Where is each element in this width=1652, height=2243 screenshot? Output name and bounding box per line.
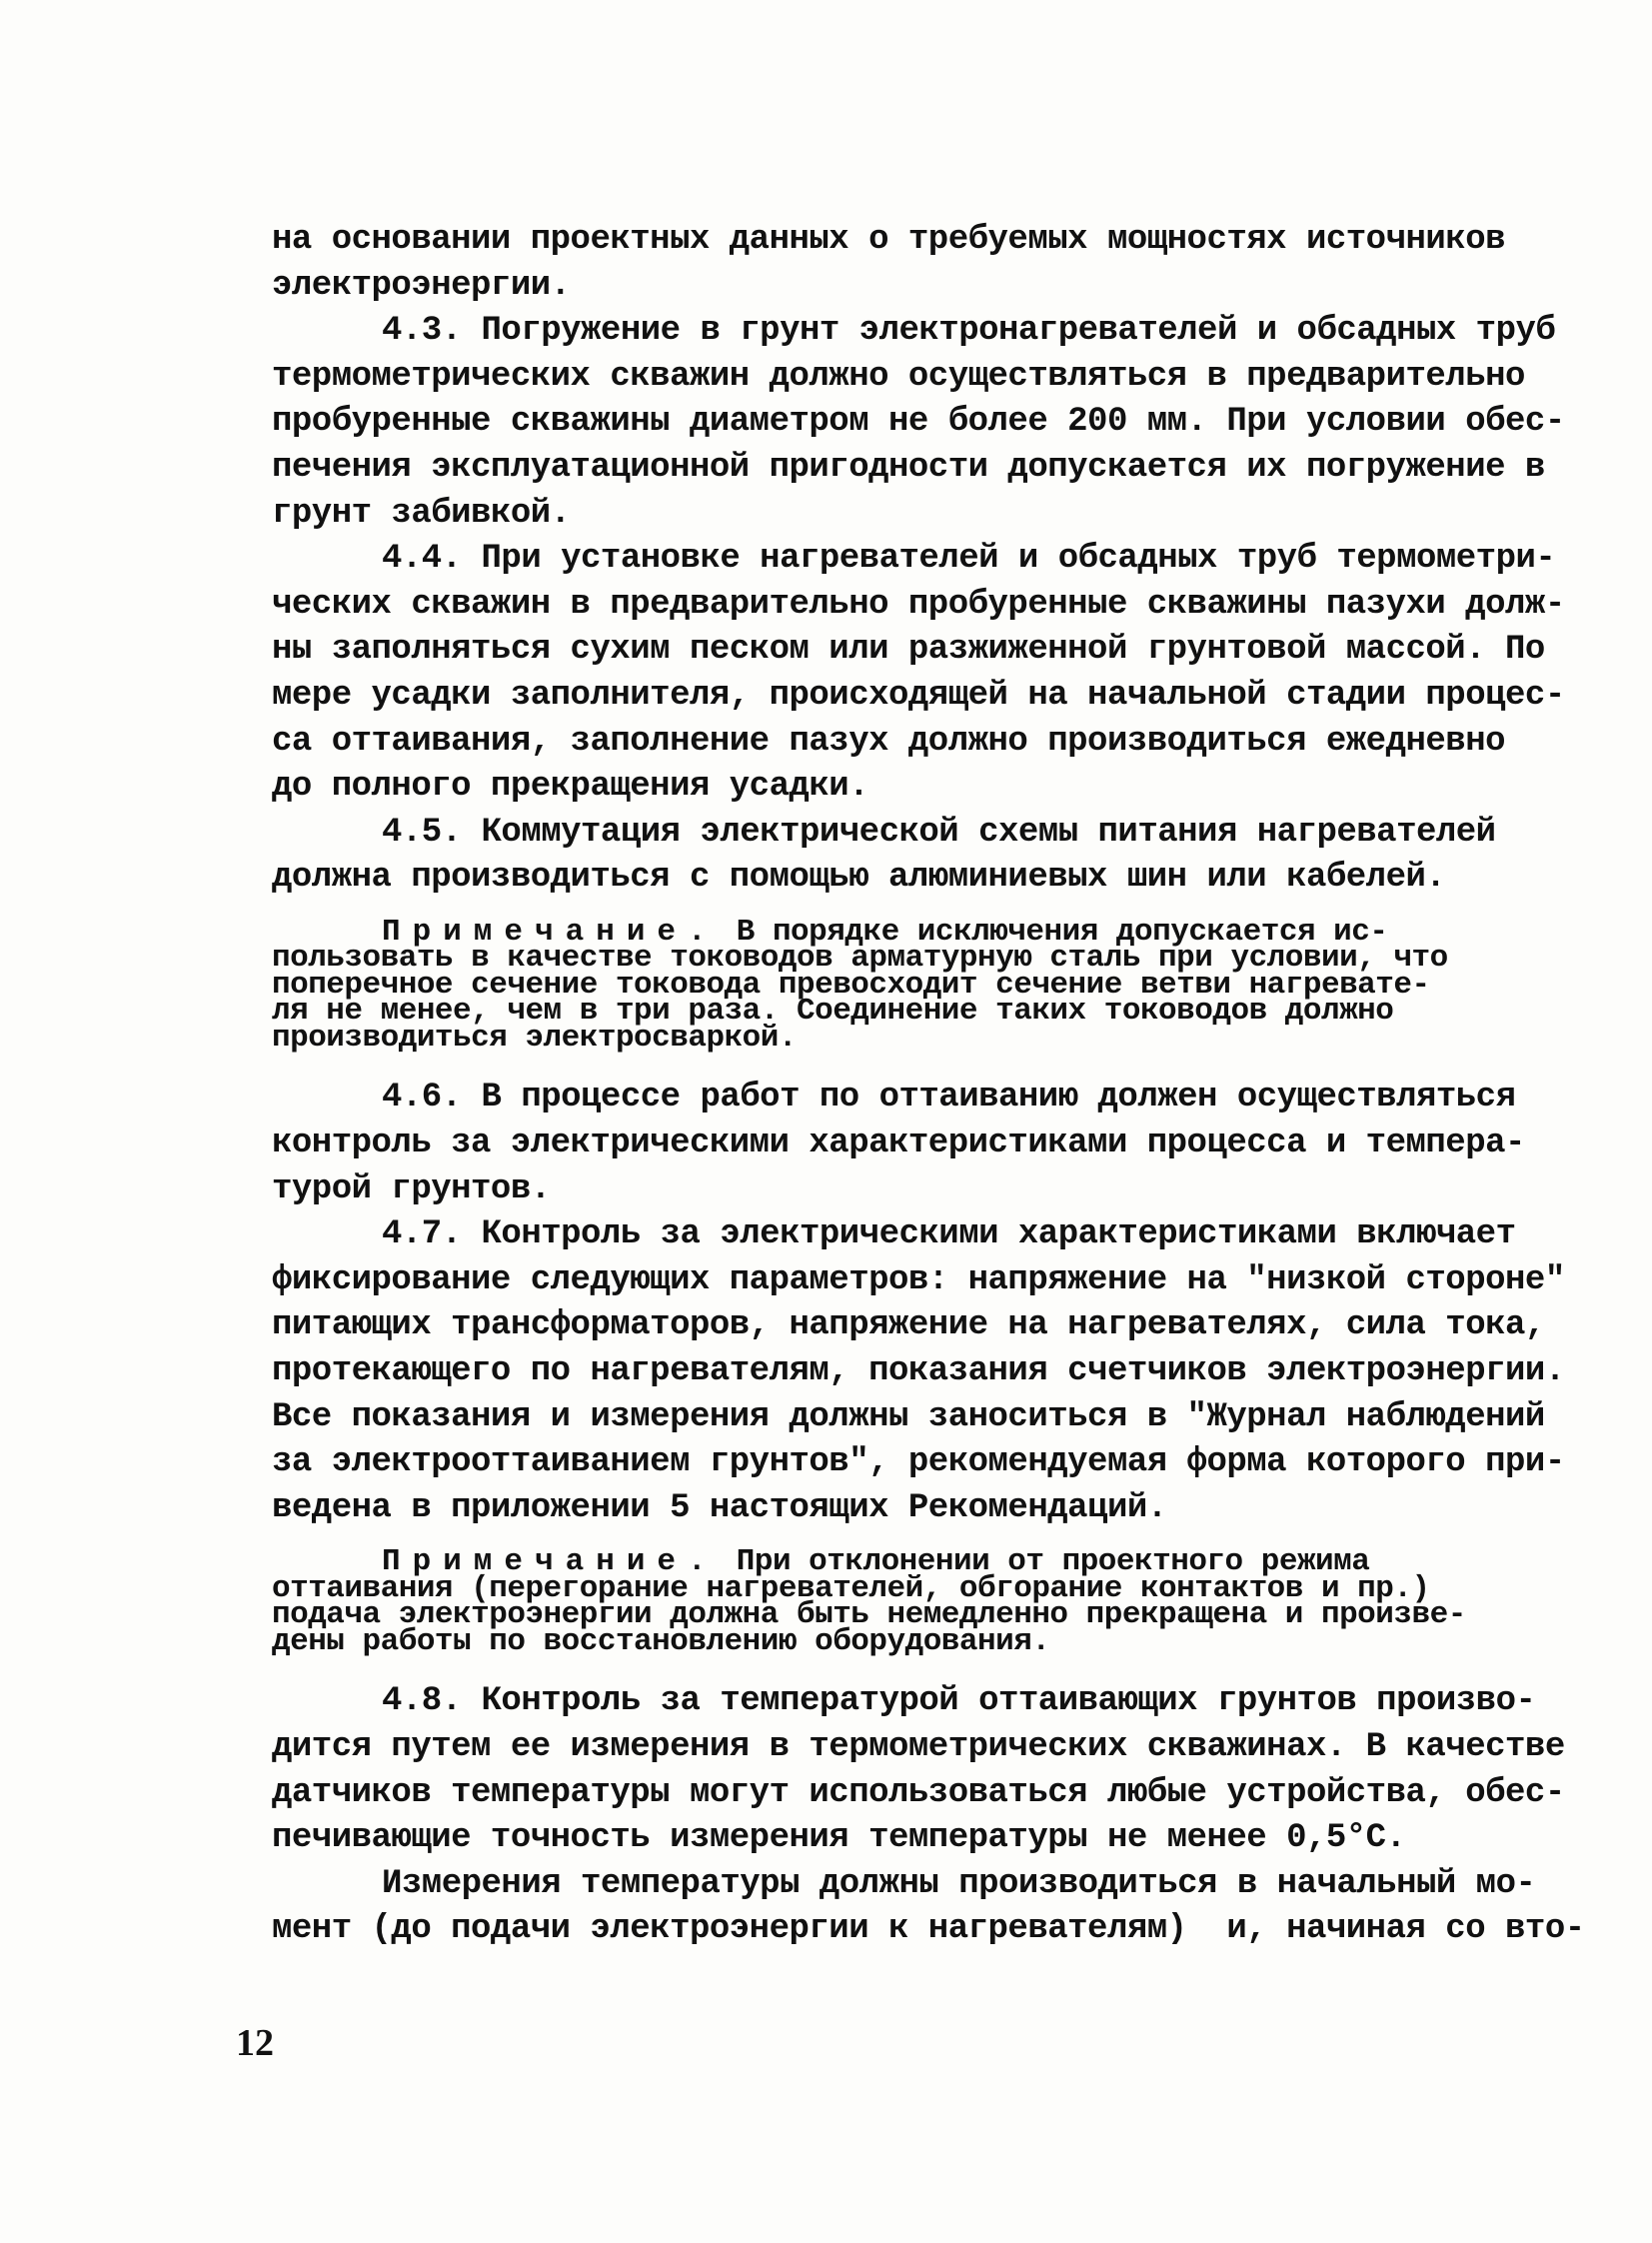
- paragraph-intro: [272, 218, 1506, 309]
- text-line: датчиков температуры могут использоваться любые устройства, обес-: [272, 1773, 1565, 1812]
- text-line: оттаивания (перегорание нагревателей, обгорание контактов и пр.): [272, 1570, 1430, 1606]
- paragraph-measurements: [272, 1862, 1585, 1953]
- note-1: [272, 914, 1471, 1056]
- paragraph-4-6: [272, 1076, 1525, 1212]
- text-line: производиться электросваркой.: [272, 1020, 797, 1056]
- text-line: контроль за электрическими характеристиками процесса и темпера-: [272, 1124, 1525, 1162]
- text-line: турой грунтов.: [272, 1169, 551, 1208]
- text-line: подача электроэнергии должна быть немедленно прекращена и произве-: [272, 1597, 1466, 1633]
- text-line: мере усадки заполнителя, происходящей на начальной стадии процес-: [272, 676, 1565, 715]
- text-line: ны заполняться сухим песком или разжиженной грунтовой массой. По: [272, 631, 1545, 670]
- text-line: 4.5. Коммутация электрической схемы питания нагревателей: [382, 813, 1496, 852]
- body-text: [272, 218, 1585, 1953]
- text-line: Измерения температуры должны производиться в начальный мо-: [382, 1864, 1536, 1903]
- text-line: на основании проектных данных о требуемых мощностях источников: [272, 221, 1506, 259]
- text-line: мент (до подачи электроэнергии к нагревателям) и, начиная со вто-: [272, 1910, 1585, 1949]
- text-line: 4.3. Погружение в грунт электронагревателей и обсадных труб: [382, 312, 1556, 351]
- paragraph-4-8: [272, 1679, 1565, 1861]
- text-line: печивающие точность измерения температуры не менее 0,5°С.: [272, 1819, 1406, 1858]
- text-line: до полного прекращения усадки.: [272, 768, 869, 807]
- text-line: пробуренные скважины диаметром не более 200 мм. При условии обес-: [272, 403, 1565, 442]
- text-line: ведена в приложении 5 настоящих Рекомендаций.: [272, 1488, 1167, 1527]
- text-line: дится путем ее измерения в термометрических скважинах. В качестве: [272, 1727, 1565, 1766]
- text-line: протекающего по нагревателям, показания счетчиков электроэнергии.: [272, 1351, 1565, 1390]
- text-line: печения эксплуатационной пригодности допускается их погружение в: [272, 448, 1545, 487]
- note-2: [272, 1544, 1471, 1659]
- text-line: за электрооттаиванием грунтов", рекомендуемая форма которого при-: [272, 1443, 1565, 1482]
- text-line: дены работы по восстановлению оборудования.: [272, 1623, 1050, 1659]
- text-line: фиксирование следующих параметров: напряжение на "низкой стороне": [272, 1260, 1565, 1299]
- page-number: 12: [236, 2022, 274, 2064]
- note-text: В порядке исключения допускается ис-: [718, 914, 1388, 950]
- paragraph-4-7: [272, 1212, 1565, 1531]
- paragraph-4-4: [272, 537, 1565, 811]
- text-line: 4.8. Контроль за температурой оттаивающих грунтов произво-: [382, 1682, 1536, 1721]
- text-line: питающих трансформаторов, напряжение на нагревателях, сила тока,: [272, 1306, 1545, 1345]
- text-line: должна производиться с помощью алюминиевых шин или кабелей.: [272, 859, 1446, 898]
- note-label: Примечание.: [382, 1544, 719, 1580]
- paragraph-4-3: [272, 309, 1565, 537]
- text-line: 4.6. В процессе работ по оттаиванию должен осуществляться: [382, 1079, 1516, 1118]
- note-label: Примечание.: [382, 914, 719, 950]
- text-line: Все показания и измерения должны заноситься в "Журнал наблюдений: [272, 1397, 1545, 1436]
- text-line: поперечное сечение токовода превосходит сечение ветви нагревате-: [272, 967, 1430, 1003]
- text-line: ческих скважин в предварительно пробуренные скважины пазухи долж-: [272, 585, 1565, 624]
- text-line: электроэнергии.: [272, 266, 571, 305]
- text-line: 4.7. Контроль за электрическими характеристиками включает: [382, 1215, 1516, 1254]
- text-line: грунт забивкой.: [272, 494, 571, 533]
- paragraph-4-5: [272, 811, 1496, 902]
- text-line: ля не менее, чем в три раза. Соединение таких тоководов должно: [272, 994, 1394, 1030]
- text-line: 4.4. При установке нагревателей и обсадных труб термометри-: [382, 540, 1556, 579]
- text-line: термометрических скважин должно осуществляться в предварительно: [272, 357, 1525, 396]
- text-line: пользовать в качестве тоководов арматурную сталь при условии, что: [272, 941, 1448, 977]
- text-line: са оттаивания, заполнение пазух должно производиться ежедневно: [272, 722, 1506, 761]
- note-text: При отклонении от проектного режима: [718, 1544, 1370, 1580]
